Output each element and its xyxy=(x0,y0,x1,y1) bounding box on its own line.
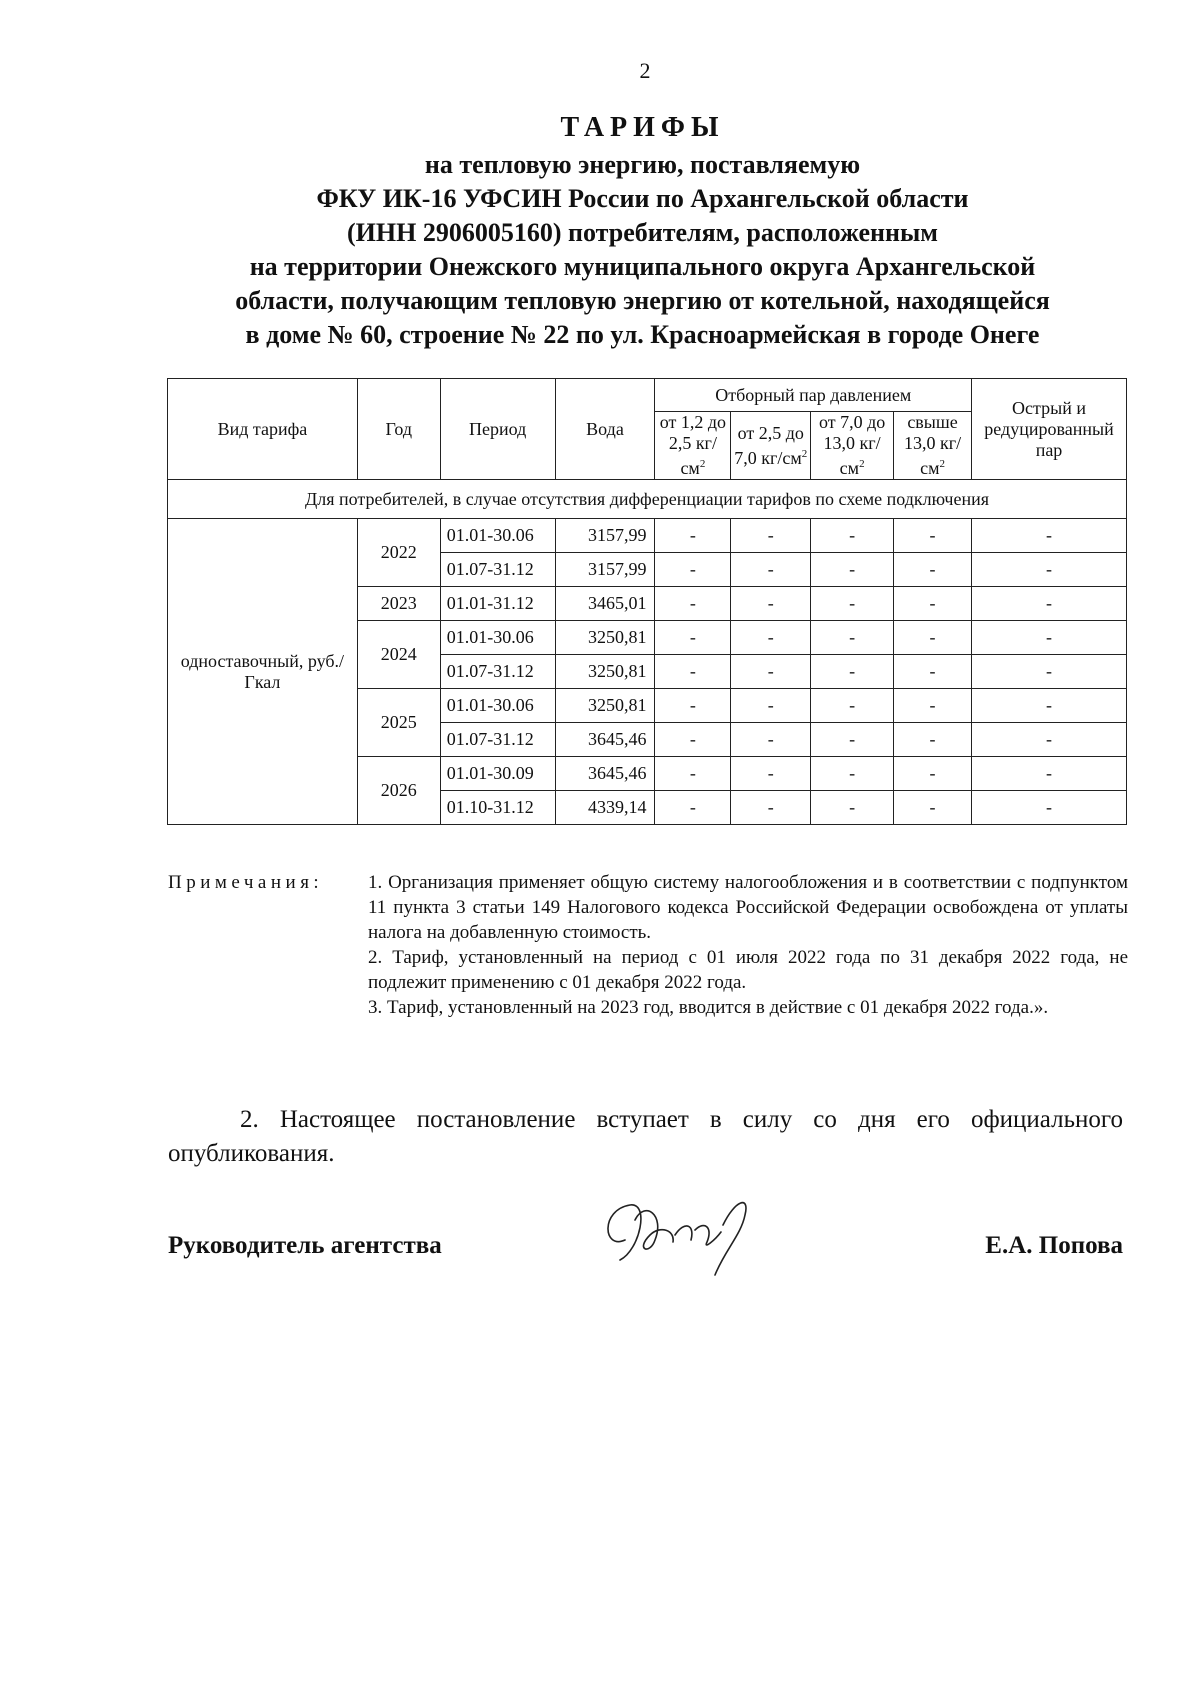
dash-cell: - xyxy=(655,587,731,621)
dash-cell: - xyxy=(972,519,1127,553)
water-cell: 3157,99 xyxy=(555,553,655,587)
table-row xyxy=(168,519,1127,553)
year-cell: 2023 xyxy=(357,587,440,621)
water-cell: 3645,46 xyxy=(555,757,655,791)
dash-cell: - xyxy=(972,723,1127,757)
dash-cell: - xyxy=(894,553,972,587)
dash-cell: - xyxy=(731,757,811,791)
header-steam-1: от 1,2 до 2,5 $кг/см^2$ xyxy=(655,412,731,480)
dash-cell: - xyxy=(655,621,731,655)
header-sharp-steam: Острый и редуцированный пар xyxy=(972,379,1127,480)
water-cell: 3645,46 xyxy=(555,723,655,757)
dash-cell: - xyxy=(655,553,731,587)
dash-cell: - xyxy=(731,791,811,825)
water-cell: 3250,81 xyxy=(555,689,655,723)
title-line: ФКУ ИК-16 УФСИН России по Архангельской области xyxy=(316,184,969,213)
year-cell: 2026 xyxy=(357,757,440,825)
signature-block xyxy=(168,1232,1123,1272)
dash-cell: - xyxy=(731,621,811,655)
dash-cell: - xyxy=(894,519,972,553)
table-subtitle: Для потребителей, в случае отсутствия дифференциации тарифов по схеме подключения xyxy=(168,480,1127,519)
header-steam-2: от 2,5 до 7,0 $кг/см^2$ xyxy=(731,412,811,480)
dash-cell: - xyxy=(894,723,972,757)
dash-cell: - xyxy=(972,587,1127,621)
period-cell: 01.07-31.12 xyxy=(440,723,555,757)
period-cell: 01.01-30.06 xyxy=(440,519,555,553)
dash-cell: - xyxy=(894,587,972,621)
dash-cell: - xyxy=(655,519,731,553)
period-cell: 01.01-30.09 xyxy=(440,757,555,791)
dash-cell: - xyxy=(894,621,972,655)
dash-cell: - xyxy=(894,655,972,689)
effective-clause: 2. Настоящее постановление вступает в силу со дня его официального опубликования. xyxy=(168,1106,1123,1167)
dash-cell: - xyxy=(894,757,972,791)
water-cell: 3465,01 xyxy=(555,587,655,621)
dash-cell: - xyxy=(972,791,1127,825)
page-number: 2 xyxy=(639,58,651,83)
note-item: 3. Тариф, установленный на 2023 год, вводится в действие с 01 декабря 2022 года.». xyxy=(368,997,1049,1018)
water-cell: 3157,99 xyxy=(555,519,655,553)
title-line: области, получающим тепловую энергию от котельной, находящейся xyxy=(235,286,1050,315)
title-line: в доме № 60, строение № 22 по ул. Красноармейская в городе Онеге xyxy=(245,320,1040,349)
dash-cell: - xyxy=(811,791,894,825)
header-tariff-type: Вид тарифа xyxy=(168,379,358,480)
dash-cell: - xyxy=(731,655,811,689)
dash-cell: - xyxy=(655,791,731,825)
dash-cell: - xyxy=(731,553,811,587)
dash-cell: - xyxy=(731,723,811,757)
dash-cell: - xyxy=(731,587,811,621)
title-line: на территории Онежского муниципального округа Архангельской xyxy=(249,252,1036,281)
dash-cell: - xyxy=(811,553,894,587)
dash-cell: - xyxy=(655,757,731,791)
water-cell: 3250,81 xyxy=(555,621,655,655)
document-title xyxy=(150,112,1135,352)
dash-cell: - xyxy=(731,689,811,723)
dash-cell: - xyxy=(972,621,1127,655)
period-cell: 01.07-31.12 xyxy=(440,553,555,587)
dash-cell: - xyxy=(894,791,972,825)
dash-cell: - xyxy=(972,689,1127,723)
notes-label: Примечания: xyxy=(168,872,324,893)
dash-cell: - xyxy=(811,723,894,757)
title-line: на тепловую энергию, поставляемую xyxy=(424,150,861,179)
period-cell: 01.07-31.12 xyxy=(440,655,555,689)
dash-cell: - xyxy=(894,689,972,723)
note-item: 1. Организация применяет общую систему налогообложения и в соответствии с подпунктом 11 пункта 3 статьи 149 Налогового кодекса Российской Федерации освобождена от уплаты налога на добавленную стоимость. xyxy=(368,872,1128,943)
period-cell: 01.01-30.06 xyxy=(440,689,555,723)
water-cell: 4339,14 xyxy=(555,791,655,825)
period-cell: 01.10-31.12 xyxy=(440,791,555,825)
dash-cell: - xyxy=(972,655,1127,689)
dash-cell: - xyxy=(811,655,894,689)
year-cell: 2025 xyxy=(357,689,440,757)
dash-cell: - xyxy=(811,757,894,791)
dash-cell: - xyxy=(811,519,894,553)
dash-cell: - xyxy=(655,655,731,689)
year-cell: 2022 xyxy=(357,519,440,587)
dash-cell: - xyxy=(731,519,811,553)
signer-role: Руководитель агентства xyxy=(168,1232,442,1259)
dash-cell: - xyxy=(972,553,1127,587)
dash-cell: - xyxy=(811,621,894,655)
notes-list xyxy=(368,870,1128,1020)
header-year: Год xyxy=(357,379,440,480)
dash-cell: - xyxy=(811,587,894,621)
dash-cell: - xyxy=(655,689,731,723)
water-cell: 3250,81 xyxy=(555,655,655,689)
header-steam-3: от 7,0 до 13,0 $кг/см^2$ xyxy=(811,412,894,480)
period-cell: 01.01-31.12 xyxy=(440,587,555,621)
period-cell: 01.01-30.06 xyxy=(440,621,555,655)
signer-name: Е.А. Попова xyxy=(985,1232,1123,1259)
dash-cell: - xyxy=(655,723,731,757)
note-item: 2. Тариф, установленный на период с 01 июля 2022 года по 31 декабря 2022 года, не подлежит применению с 01 декабря 2022 года. xyxy=(368,947,1128,993)
header-steam-4: свыше 13,0 $кг/см^2$ xyxy=(894,412,972,480)
header-water: Вода xyxy=(555,379,655,480)
tariff-name: одноставочный, руб./Гкал xyxy=(168,519,358,825)
dash-cell: - xyxy=(811,689,894,723)
header-period: Период xyxy=(440,379,555,480)
header-steam-group: Отборный пар давлением xyxy=(655,379,972,412)
tariff-table xyxy=(167,378,1127,825)
title-heading: ТАРИФЫ xyxy=(560,112,725,143)
title-line: (ИНН 2906005160) потребителям, расположенным xyxy=(347,218,938,247)
dash-cell: - xyxy=(972,757,1127,791)
year-cell: 2024 xyxy=(357,621,440,689)
